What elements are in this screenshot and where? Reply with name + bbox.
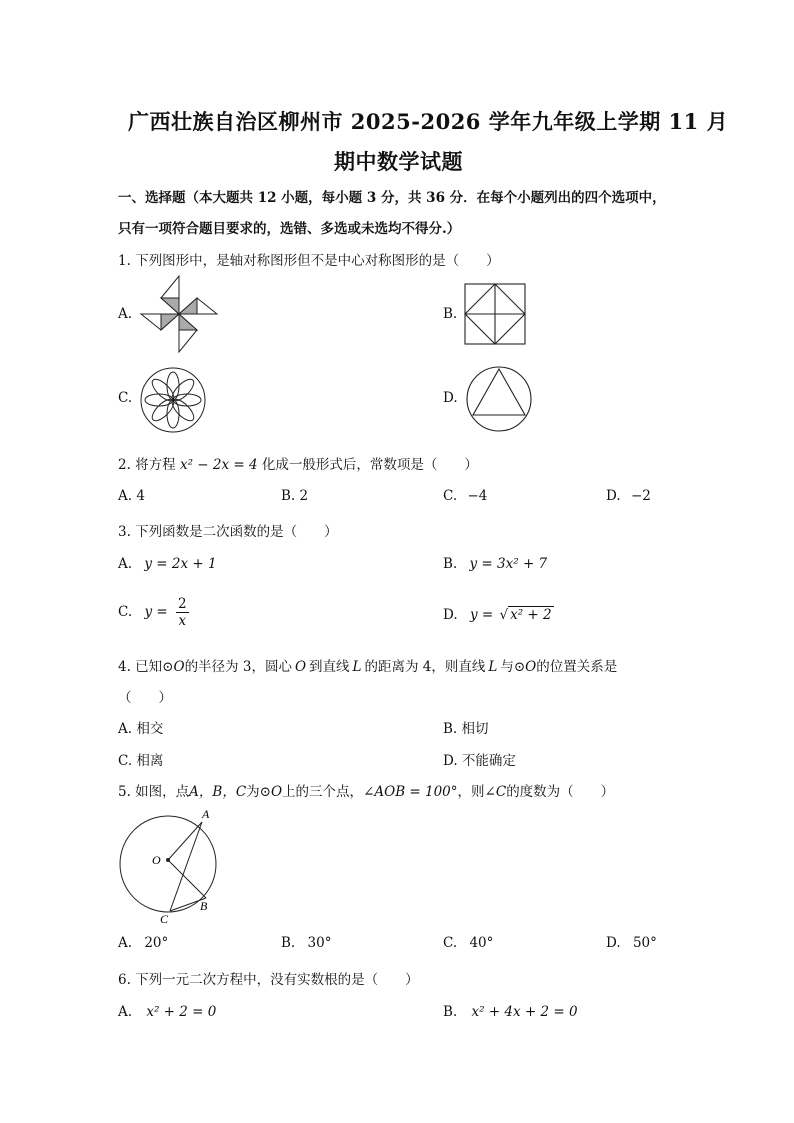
section-header-line2: 只有一项符合题目要求的，选错、多选或未选均不得分.） [118, 221, 461, 237]
label-B: B [200, 899, 208, 913]
q1-option-a-label: A. [118, 306, 133, 322]
q5-o: O [270, 784, 283, 800]
q4-text-d: 的距离为 4，则直线 [364, 659, 486, 675]
q2-option-a: A. 4 [118, 488, 145, 504]
q5-text-d: ，则 [457, 784, 485, 800]
question-1-stem: 1. 下列图形中，是轴对称图形但不是中心对称图形的是（ ） [118, 253, 500, 269]
question-4-stem [118, 655, 617, 675]
q2-option-d-label: D. [606, 488, 621, 504]
q1-option-d-label: D. [443, 390, 458, 406]
triangle-in-circle-figure [465, 365, 533, 433]
question-2-stem [118, 453, 478, 473]
q3-option-c-fraction [176, 596, 189, 629]
q5-points: A，B，C [189, 784, 247, 800]
q3-option-c-expr-left: y = [144, 604, 168, 620]
q1-option-c-label: C. [118, 390, 133, 406]
q5-option-a [118, 935, 168, 951]
q4-option-a: A. 相交 [118, 721, 164, 737]
q5-option-b-label: B. [281, 935, 296, 951]
q5-text-e: 的度数为（ ） [506, 784, 615, 800]
q4-o3: O [525, 659, 537, 675]
q5-option-a-value: 20° [144, 935, 169, 951]
q6-option-b-label: B. [443, 1004, 458, 1020]
q4-l2: L [488, 659, 498, 675]
q6-option-a [118, 1004, 216, 1020]
q4-l1: L [352, 659, 362, 675]
q5-text-c: 上的三个点， [282, 784, 364, 800]
q5-option-d [606, 935, 657, 951]
q6-option-b [443, 1004, 578, 1020]
page-title-line1: 广西壮族自治区柳州市 2025-2026 学年九年级上学期 11 月 [128, 109, 729, 134]
square-diamond-figure [464, 283, 526, 345]
q2-option-d-value: −2 [630, 488, 651, 504]
question-3-stem: 3. 下列函数是二次函数的是（ ） [118, 524, 338, 540]
question-6-stem: 6. 下列一元二次方程中，没有实数根的是（ ） [118, 972, 419, 988]
q3-option-c-denominator: x [178, 613, 187, 629]
q2-option-c [443, 488, 487, 504]
q5-option-c-label: C. [443, 935, 458, 951]
q3-option-a-expr: y = 2x + 1 [144, 556, 217, 572]
q2-option-c-value: −4 [467, 488, 488, 504]
question-4-stem-line2: （ ） [118, 690, 172, 706]
q2-stem-suffix: 化成一般形式后，常数项是（ ） [261, 457, 478, 473]
q6-option-b-expr: x² + 4x + 2 = 0 [471, 1004, 578, 1020]
q4-text-e: 与⊙ [500, 659, 526, 675]
q4-text-c: 到直线 [309, 659, 350, 675]
q3-option-c-label: C. [118, 604, 133, 620]
label-C: C [160, 912, 169, 926]
q2-stem-prefix: 2. 将方程 [118, 457, 176, 473]
q3-option-a-label: A. [118, 556, 133, 572]
q5-angle-c: ∠C [484, 784, 507, 800]
q3-option-d-radicand: x² + 2 [510, 607, 552, 623]
q3-option-a [118, 556, 217, 572]
q4-text-b: 的半径为 3，圆心 [184, 659, 292, 675]
page-title-line2: 期中数学试题 [334, 149, 463, 174]
circle-figure-q5 [110, 806, 230, 926]
label-A: A [202, 807, 210, 821]
q5-option-b [281, 935, 331, 951]
q1-option-b-label: B. [443, 306, 458, 322]
sqrt-sign: √ [499, 607, 509, 623]
section-header-line1: 一、选择题（本大题共 12 小题，每小题 3 分，共 36 分．在每个小题列出的四个选项中， [118, 190, 666, 206]
q2-option-c-label: C. [443, 488, 458, 504]
center-point [166, 858, 170, 862]
q3-option-c-numerator: 2 [177, 596, 187, 612]
flower-circle-figure [139, 366, 207, 434]
q6-option-a-expr: x² + 2 = 0 [146, 1004, 217, 1020]
q3-option-b [443, 556, 547, 572]
q4-text-f: 的位置关系是 [536, 659, 618, 675]
q4-option-b: B. 相切 [443, 721, 489, 737]
q3-option-d-label: D. [443, 607, 458, 623]
q4-text-a: 4. 已知⊙ [118, 659, 174, 675]
q5-text-a: 5. 如图，点 [118, 784, 190, 800]
q6-option-a-label: A. [118, 1004, 133, 1020]
q5-option-b-value: 30° [307, 935, 332, 951]
q3-option-d [443, 607, 554, 623]
q4-o1: O [173, 659, 185, 675]
question-5-stem [118, 780, 614, 800]
pinwheel-figure [137, 274, 221, 354]
q2-equation: x² − 2x = 4 [179, 457, 258, 473]
q2-option-d [606, 488, 651, 504]
q5-text-b: 为⊙ [246, 784, 271, 800]
q5-option-c-value: 40° [469, 935, 494, 951]
q3-option-b-label: B. [443, 556, 458, 572]
q5-option-c [443, 935, 493, 951]
q4-o2: O [294, 659, 307, 675]
q4-option-d: D. 不能确定 [443, 753, 516, 769]
q3-option-d-expr-left: y = [469, 607, 494, 623]
q2-option-b: B. 2 [281, 488, 309, 504]
q5-option-d-label: D. [606, 935, 621, 951]
q3-option-b-expr: y = 3x² + 7 [469, 556, 548, 572]
q5-option-a-label: A. [118, 935, 133, 951]
q5-option-d-value: 50° [632, 935, 657, 951]
q5-angle: ∠AOB = 100° [363, 784, 458, 800]
q4-option-c: C. 相离 [118, 753, 164, 769]
label-O: O [152, 853, 161, 867]
q3-option-c [118, 596, 189, 629]
